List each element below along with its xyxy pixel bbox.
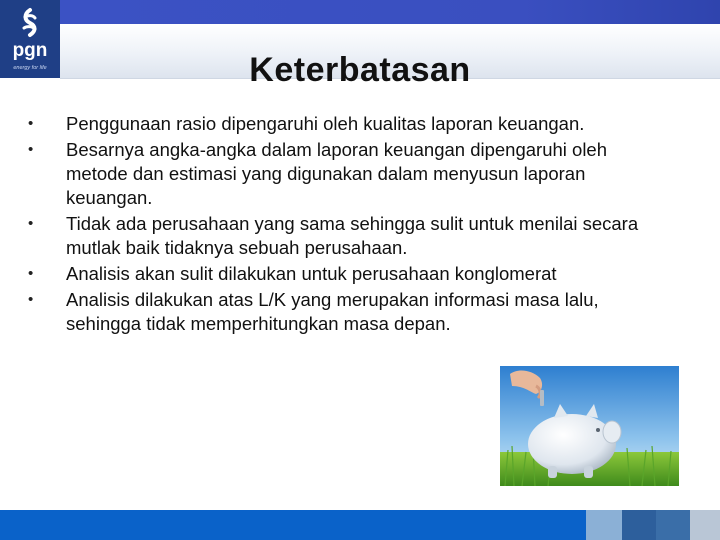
piggy-bank-photo bbox=[500, 366, 679, 486]
bullet-text: Penggunaan rasio dipengaruhi oleh kualitas laporan keuangan. bbox=[66, 113, 585, 134]
bullet-marker: • bbox=[28, 141, 34, 158]
bullet-text: Tidak ada perusahaan yang sama sehingga sulit untuk menilai secara mutlak baik tidaknya sebuah perusahaan. bbox=[66, 213, 639, 258]
footer-segment bbox=[622, 510, 656, 540]
footer-segment bbox=[656, 510, 690, 540]
bullet-text: Analisis akan sulit dilakukan untuk perusahaan konglomerat bbox=[66, 263, 557, 284]
footer-segment bbox=[0, 510, 586, 540]
bullet-text: Analisis dilakukan atas L/K yang merupakan informasi masa lalu, sehingga tidak memperhitungkan masa depan. bbox=[66, 289, 599, 334]
pgn-logo bbox=[0, 0, 60, 78]
bullet-item bbox=[26, 138, 666, 210]
logo-tagline: energy for life bbox=[13, 65, 47, 71]
bullet-marker: • bbox=[28, 265, 34, 282]
bullet-item bbox=[26, 212, 666, 260]
piggy-bank-photo-icon bbox=[500, 366, 679, 486]
bullet-list bbox=[26, 112, 666, 338]
bullet-text: Besarnya angka-angka dalam laporan keuangan dipengaruhi oleh metode dan estimasi yang digunakan dalam menyusun laporan keuangan. bbox=[66, 139, 608, 208]
bullet-item bbox=[26, 288, 666, 336]
title-bar bbox=[60, 24, 720, 89]
logo-brand-text: pgn bbox=[12, 40, 48, 61]
footer-segment bbox=[690, 510, 720, 540]
header-band bbox=[60, 0, 720, 24]
bullet-marker: • bbox=[28, 291, 34, 308]
bullet-marker: • bbox=[28, 115, 34, 132]
bullet-marker: • bbox=[28, 215, 34, 232]
slide-title: Keterbatasan bbox=[249, 51, 471, 89]
pgn-logo-icon bbox=[0, 0, 60, 78]
bullet-item bbox=[26, 262, 666, 286]
footer-segment bbox=[586, 510, 622, 540]
bullet-item bbox=[26, 112, 666, 136]
footer-bar bbox=[0, 510, 720, 540]
